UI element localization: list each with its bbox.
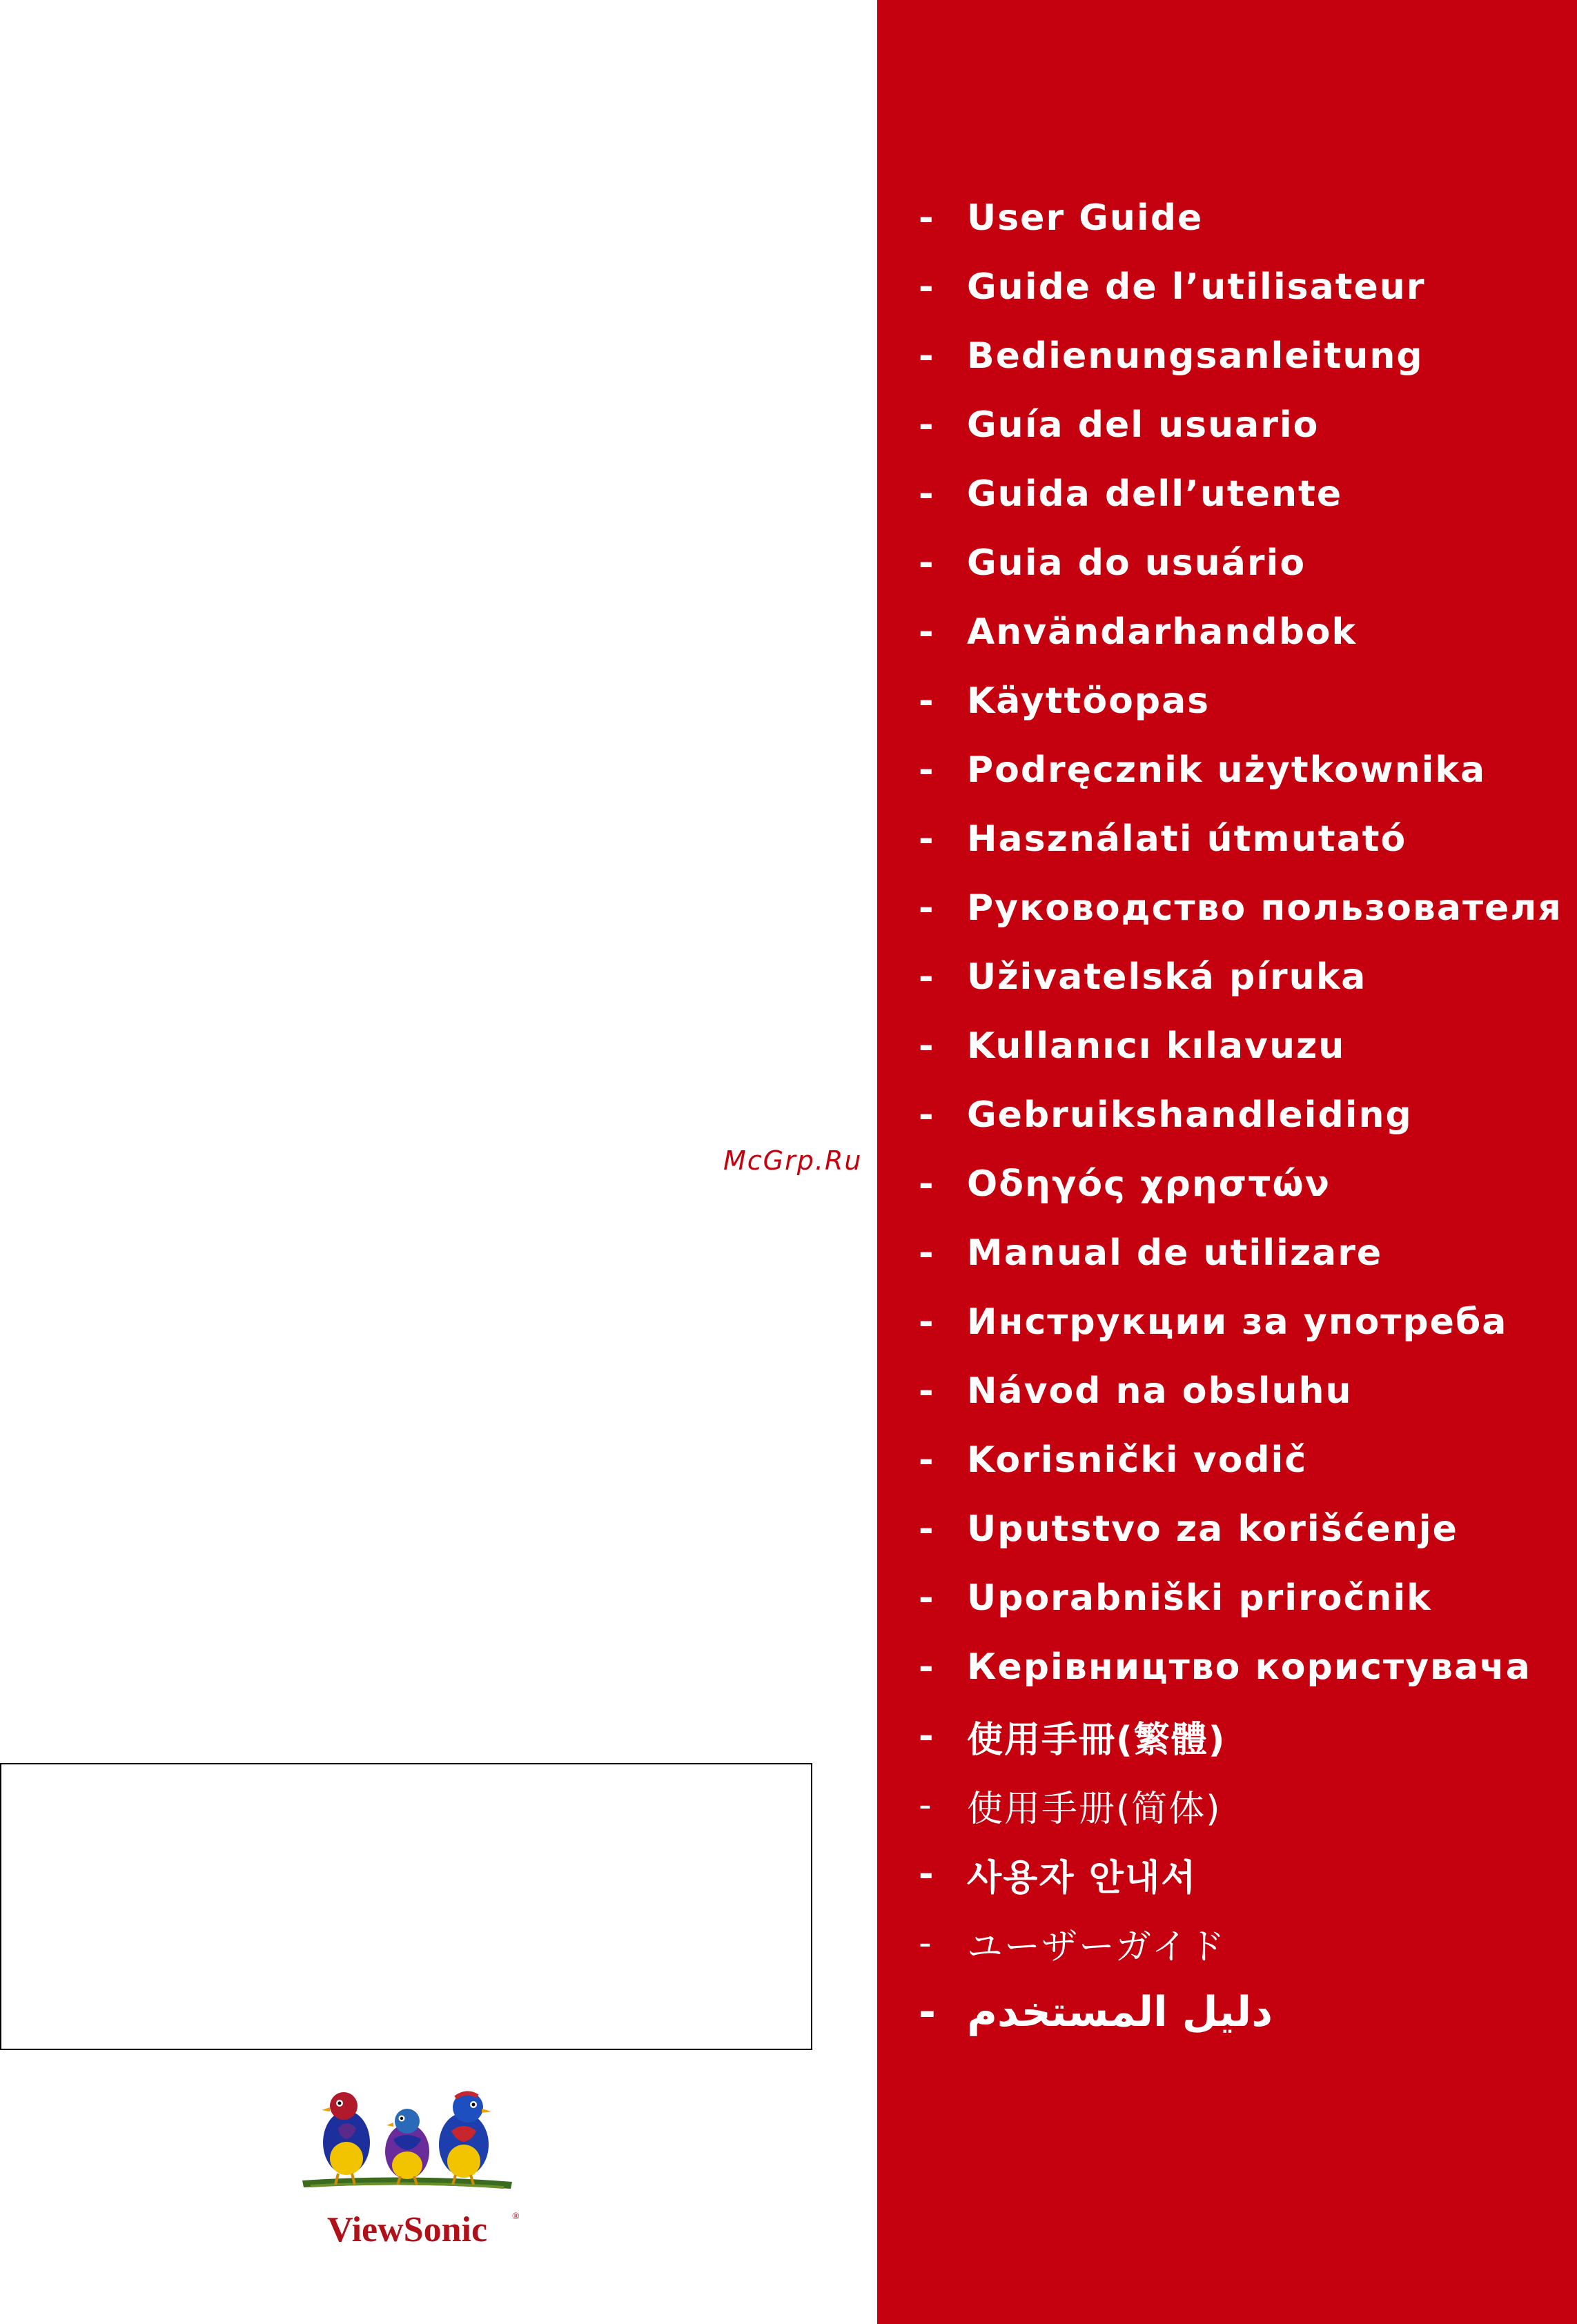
guide-title-russian	[919, 874, 1567, 943]
guide-title-arabic	[919, 1978, 1567, 2047]
bullet-dash: -	[919, 335, 935, 377]
bullet-dash: -	[919, 266, 935, 308]
guide-title-label: Használati útmutató	[967, 818, 1407, 860]
bullet-dash: -	[919, 1577, 935, 1619]
bullet-dash: -	[919, 197, 935, 239]
guide-title-label: 사용자 안내서	[967, 1857, 1197, 1899]
guide-title-italian	[919, 460, 1567, 529]
bullet-dash: -	[919, 1439, 935, 1481]
guide-title-polish	[919, 736, 1567, 805]
guide-title-slovenian	[919, 1564, 1567, 1633]
viewsonic-logo	[290, 2077, 525, 2270]
guide-title-turkish	[919, 1012, 1567, 1081]
guide-title-serbian	[919, 1495, 1567, 1564]
guide-title-label: Návod na obsluhu	[967, 1370, 1353, 1412]
bullet-dash: -	[919, 473, 935, 515]
guide-title-finnish	[919, 667, 1567, 736]
guide-title-japanese	[919, 1909, 1567, 1978]
guide-title-label: 使用手册(简体)	[967, 1788, 1222, 1830]
site-watermark: McGrp.Ru	[723, 1145, 863, 1176]
bullet-dash: -	[919, 1988, 937, 2036]
bullet-dash: -	[919, 611, 935, 653]
bullet-dash: -	[919, 1163, 935, 1205]
registered-mark: ®	[512, 2212, 520, 2222]
user-guide-language-list	[877, 0, 1577, 2324]
guide-title-romanian	[919, 1219, 1567, 1288]
guide-title-korean	[919, 1840, 1567, 1909]
guide-title-label: Gebruikshandleiding	[967, 1094, 1413, 1136]
guide-title-croatian	[919, 1426, 1567, 1495]
bullet-dash: -	[919, 1301, 935, 1343]
bullet-dash: -	[919, 1853, 935, 1895]
bullet-dash: -	[919, 1025, 935, 1067]
bullet-dash: -	[919, 1922, 933, 1964]
guide-title-label: Kullanıcı kılavuzu	[967, 1025, 1346, 1067]
guide-title-label: Korisnički vodič	[967, 1439, 1308, 1481]
guide-title-label: Bedienungsanleitung	[967, 335, 1424, 377]
guide-title-hungarian	[919, 805, 1567, 874]
guide-title-label: Uputstvo za korišćenje	[967, 1508, 1458, 1550]
guide-title-label: Οδηγός χρηστών	[967, 1163, 1331, 1205]
bullet-dash: -	[919, 542, 935, 584]
bullet-dash: -	[919, 1508, 935, 1550]
cover-red-panel	[877, 0, 1577, 2324]
guide-title-label: Uživatelská píruka	[967, 956, 1367, 998]
guide-title-czech	[919, 943, 1567, 1012]
guide-title-portuguese	[919, 529, 1567, 598]
guide-title-bulgarian	[919, 1288, 1567, 1357]
bullet-dash: -	[919, 956, 935, 998]
bullet-dash: -	[919, 1646, 935, 1688]
guide-title-label: Guide de l’utilisateur	[967, 266, 1426, 308]
guide-title-slovak	[919, 1357, 1567, 1426]
bullet-dash: -	[919, 680, 935, 722]
guide-title-label: Guía del usuario	[967, 404, 1320, 446]
guide-title-label: 使用手冊(繁體)	[967, 1719, 1226, 1761]
bullet-dash: -	[919, 1094, 935, 1136]
guide-title-label: دليل المستخدم	[967, 1988, 1273, 2036]
guide-title-label: Guia do usuário	[967, 542, 1306, 584]
bullet-dash: -	[919, 1784, 933, 1826]
guide-title-label: Manual de utilizare	[967, 1232, 1383, 1274]
guide-title-label: ユーザーガイド	[967, 1926, 1226, 1968]
guide-title-label: User Guide	[967, 197, 1204, 239]
guide-title-swedish	[919, 598, 1567, 667]
guide-title-german	[919, 322, 1567, 391]
three-birds-logo-icon	[290, 2077, 525, 2270]
bullet-dash: -	[919, 818, 935, 860]
guide-title-label: Керівництво користувача	[967, 1646, 1531, 1688]
guide-title-label: Инструкции за употреба	[967, 1301, 1508, 1343]
brand-wordmark: ViewSonic	[326, 2210, 488, 2249]
guide-title-label: Руководство пользователя	[967, 887, 1563, 929]
guide-title-label: Guida dell’utente	[967, 473, 1343, 515]
guide-title-greek	[919, 1150, 1567, 1219]
guide-title-simplified-chinese	[919, 1771, 1567, 1840]
guide-title-traditional-chinese	[919, 1702, 1567, 1771]
bullet-dash: -	[919, 749, 935, 791]
bullet-dash: -	[919, 887, 935, 929]
model-label-box	[0, 1763, 812, 2050]
guide-title-spanish	[919, 391, 1567, 460]
guide-title-label: Användarhandbok	[967, 611, 1358, 653]
bullet-dash: -	[919, 1370, 935, 1412]
guide-title-dutch	[919, 1081, 1567, 1150]
bullet-dash: -	[919, 1715, 935, 1757]
bullet-dash: -	[919, 404, 935, 446]
guide-title-label: Käyttöopas	[967, 680, 1211, 722]
guide-title-french	[919, 253, 1567, 322]
guide-title-label: Uporabniški priročnik	[967, 1577, 1432, 1619]
guide-title-ukrainian	[919, 1633, 1567, 1702]
bullet-dash: -	[919, 1232, 935, 1274]
guide-title-english	[919, 184, 1567, 253]
guide-title-label: Podręcznik użytkownika	[967, 749, 1487, 791]
